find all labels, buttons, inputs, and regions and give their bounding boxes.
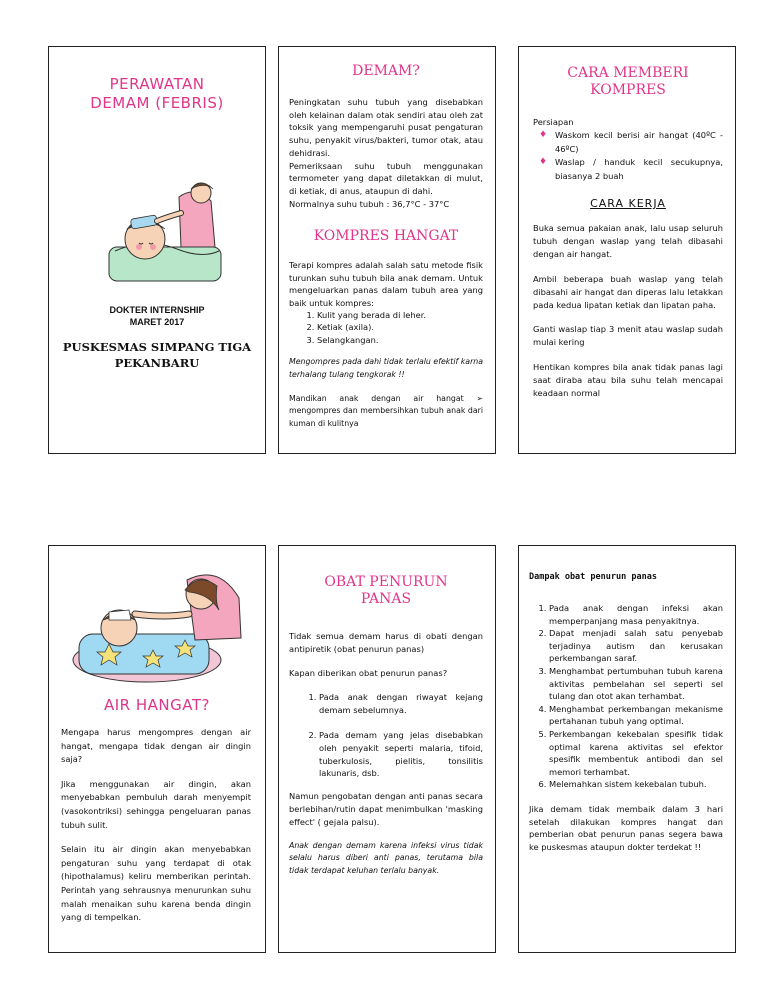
cara-kompres-panel (518, 46, 736, 454)
list-item: 2. Ketiak (axila). (317, 321, 483, 333)
list-item: 6. Melemahkan sistem kekebalan tubuh. (549, 778, 723, 791)
air-hangat-panel (48, 545, 266, 953)
kompres-hangat-heading: KOMPRES HANGAT (313, 228, 459, 245)
diamond-bullet-icon: ♦ (539, 130, 548, 141)
persiapan-section (533, 116, 723, 183)
obat-heading: OBAT PENURUN PANAS (324, 574, 448, 607)
dampak-panel (518, 545, 736, 953)
institution-name: PUSKESMAS SIMPANG TIGA PEKANBARU (62, 340, 252, 370)
cover-panel (48, 46, 266, 454)
date-label: MARET 2017 (129, 317, 185, 327)
obat-text: Tidak semua demam harus di obati dengan antipiretik (obat penurun panas) Kapan diberikan obat penurun panas? 1. Pada anak dengan riwayat kejang demam sebelumnya. 2. Pada demam yang jelas disebabkan oleh penyakit seperti malaria, tifoid, tuberkulosis, pielitis, tonsilitis lakunaris, dsb. Namun pengobatan dengan anti panas secara berlebihan/rutin dapat menimbulkan 'masking effect' ( gejala palsu). Anak dengan demam karena infeksi virus tidak selalu harus diberi anti panas, terutama bila tidak terdapat keluhan terlalu banyak. (289, 630, 483, 878)
list-item: ♦ Waslap / handuk kecil secukupnya, biasanya 2 buah (539, 157, 723, 181)
demam-heading: DEMAM? (352, 63, 420, 79)
mandikan-note: Mandikan anak dengan air hangat ➢ mengompres dan membersihkan tubuh anak dari kuman di kulitnya (289, 393, 483, 428)
list-item: 1. Pada anak dengan riwayat kejang demam sebelumnya. (319, 691, 483, 717)
demam-panel (278, 46, 496, 454)
cara-kompres-heading: CARA MEMBERI KOMPRES (567, 65, 689, 98)
demam-text: Peningkatan suhu tubuh yang disebabkan oleh kelainan dalam otak sendiri atau oleh zat toksik yang mempengaruhi pusat pengaturan suhu, penyakit virus/bakteri, tumor otak, atau dehidrasi. Pemeriksaan suhu tubuh menggunakan termometer yang dapat diletakkan di mulut, di ketiak, di anus, ataupun di dahi. Normalnya suhu tubuh : 36,7°C - 37°C (289, 97, 483, 209)
list-item: 4. Menghambat perkembangan mekanisme pertahanan tubuh yang optimal. (549, 703, 723, 728)
dampak-heading: Dampak obat penurun panas (529, 572, 657, 582)
list-item: 2. Pada demam yang jelas disebabkan oleh penyakit seperti malaria, tifoid, tuberkulosis, pielitis, tonsilitis lakunaris, dsb. (319, 729, 483, 780)
list-item: 1. Pada anak dengan infeksi akan memperpanjang masa penyakitnya. (549, 602, 723, 627)
kompres-text: Terapi kompres adalah salah satu metode fisik turunkan suhu tubuh bila anak demam. Untuk mengeluarkan panas dalam tubuh area yang baik untuk kompres: 1. Kulit yang berada di leher. 2. Ketiak (axila). 3. Selangkangan. Mengompres pada dahi tidak terlalu efektif karna terhalang tulang tengkorak !! Mandikan anak dengan air hangat ➢ mengompres dan membersihkan tubuh anak dari kuman di kulitnya (289, 259, 483, 430)
list-item: 1. Kulit yang berada di leher. (317, 309, 483, 321)
air-hangat-text: Mengapa harus mengompres dengan air hangat, mengapa tidak dengan air dingin saja? Jika menggunakan air dingin, akan menyebabkan pembuluh darah menyempit (vasokontriksi) sehingga pengeluaran panas tubuh sulit. Selain itu air dingin akan menyebabkan pengaturan suhu yang terdapat di otak (hipothalamus) keliru memberikan perintah. Perintah yang sehrausnya menurunkan suhu malah menaikan suhu karena benda dingin yang di tempelkan. (61, 727, 251, 923)
cover-title: PERAWATAN DEMAM (FEBRIS) (90, 75, 224, 112)
list-item: 2. Dapat menjadi salah satu penyebab terjadinya autism dan kerusakan perkembangan saraf. (549, 627, 723, 665)
list-item: 3. Menghambat pertumbuhan tubuh karena aktivitas pembelahan sel seperti sel tulang dan otot akan terhambat. (549, 665, 723, 703)
mother-child-illustration (69, 568, 245, 686)
obat-panel (278, 545, 496, 953)
kompres-note: Mengompres pada dahi tidak terlalu efektif karna terhalang tulang tengkorak !! (289, 357, 483, 379)
sick-child-illustration (107, 177, 227, 287)
dampak-text (529, 602, 723, 853)
internship-label: DOKTER INTERNSHIP (109, 305, 205, 315)
diamond-bullet-icon: ♦ (539, 157, 548, 168)
list-item: 3. Selangkangan. (317, 334, 483, 346)
list-item: ♦ Waskom kecil berisi air hangat (40ºC - 46ºC) (539, 130, 723, 154)
obat-indication-list (289, 691, 483, 780)
cara-kerja-heading: CARA KERJA (590, 197, 666, 211)
list-item: 5. Perkembangan kekebalan spesifik tidak optimal karena aktivitas sel efektor spesifik membentuk antibodi dan sel memori terhambat. (549, 728, 723, 778)
closing-text: Jika demam tidak membaik dalam 3 hari setelah dilakukan kompres hangat dan pemberian obat penurun panas segera bawa ke puskesmas ataupun dokter terdekat !! (529, 803, 723, 852)
cara-kerja-steps: Buka semua pakaian anak, lalu usap seluruh tubuh dengan waslap yang telah dibasahi dengan air hangat. Ambil beberapa buah waslap yang telah dibasahi air hangat dan diperas lalu letakkan pada kedua lipatan ketiak dan lipatan paha. Ganti waslap tiap 3 menit atau waslap sudah mulai kering Hentikan kompres bila anak tidak panas lagi saat diraba atau bila suhu telah mencapai keadaan normal (533, 223, 723, 399)
air-hangat-heading: AIR HANGAT? (104, 696, 210, 714)
persiapan-list (533, 129, 723, 183)
kompres-area-list (289, 309, 483, 346)
persiapan-label: Persiapan (533, 117, 574, 127)
dampak-list (529, 602, 723, 791)
